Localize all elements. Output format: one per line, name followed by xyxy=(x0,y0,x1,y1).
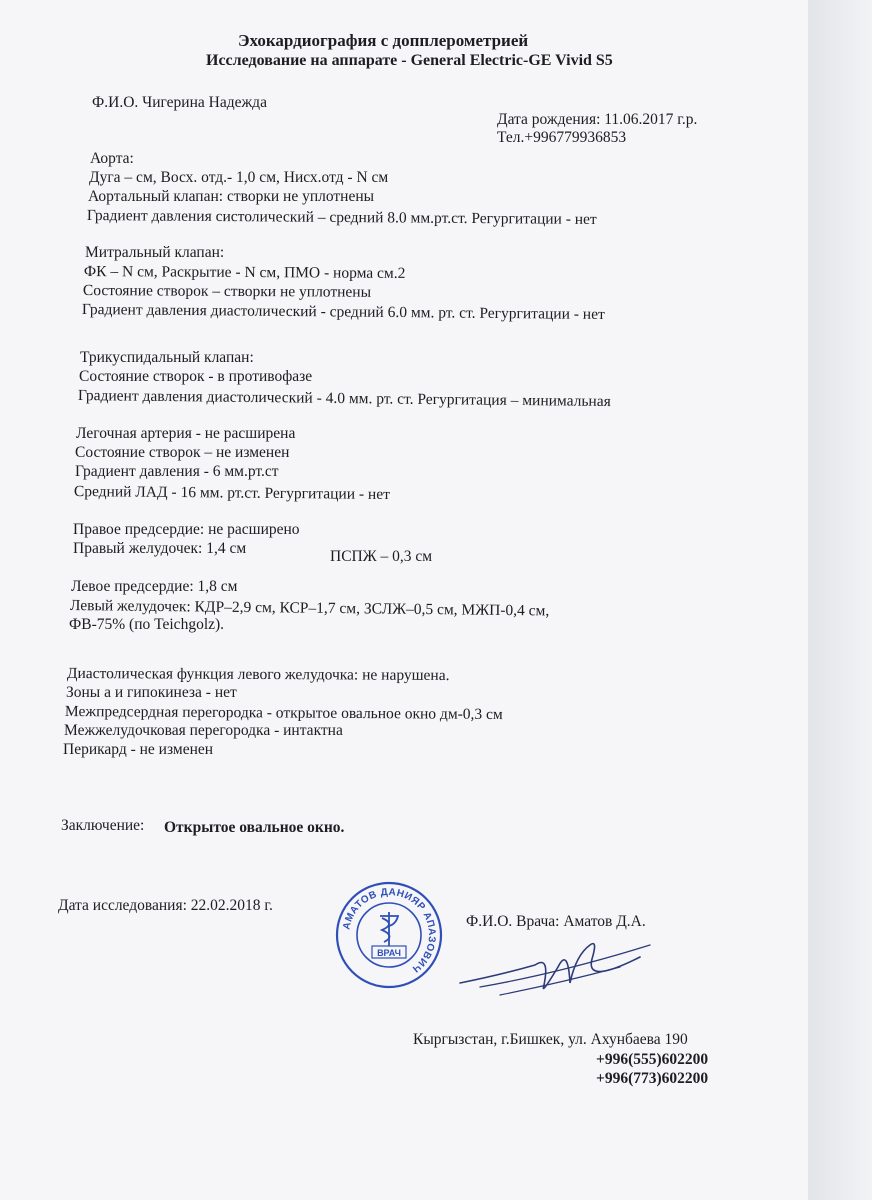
patient-phone: Тел.+996779936853 xyxy=(497,129,627,146)
doctor-signature xyxy=(440,925,660,1005)
other-line: Межпредсердная перегородка - открытое овальное окно дм-0,3 см xyxy=(64,703,503,724)
mitral-line: Градиент давления диастолический - средний 6.0 мм. рт. ст. Регургитации - нет xyxy=(81,301,605,324)
patient-name: Ф.И.О. Чигерина Надежда xyxy=(92,94,267,111)
tricuspid-heading: Трикуспидальный клапан: xyxy=(80,349,254,366)
doctor-stamp xyxy=(334,880,444,990)
clinic-phone: +996(773)602200 xyxy=(596,1070,709,1087)
caduceus-icon xyxy=(380,912,398,946)
other-line: Межжелудочковая перегородка - интактна xyxy=(64,722,343,739)
aorta-line: Аортальный клапан: створки не уплотнены xyxy=(88,188,375,205)
mitral-line: Состояние створок – створки не уплотнены xyxy=(82,282,372,301)
ejection-fraction: ФВ-75% (по Teichgolz). xyxy=(69,616,225,633)
stamp-center-text: ВРАЧ xyxy=(377,948,401,958)
aorta-line: Дуга – см, Восх. отд.- 1,0 см, Нисх.отд - N см xyxy=(89,169,389,186)
doctor-name: Ф.И.О. Врача: Аматов Д.А. xyxy=(466,913,646,930)
right-atrium: Правое предсердие: не расширено xyxy=(73,521,300,538)
conclusion-text: Открытое овальное окно. xyxy=(164,819,345,836)
tricuspid-line: Градиент давления диастолический - 4.0 мм. рт. ст. Регургитация – минимальная xyxy=(77,387,611,411)
clinic-phone: +996(555)602200 xyxy=(596,1051,709,1068)
right-ventricle: Правый желудочек: 1,4 см xyxy=(73,540,247,557)
left-atrium: Левое предсердие: 1,8 см xyxy=(71,578,238,595)
document-title: Эхокардиография с допплерометрией xyxy=(238,31,529,50)
pulmonary-line: Средний ЛАД - 16 мм. рт.ст. Регургитации - нет xyxy=(73,483,391,504)
left-ventricle: Левый желудочек: КДР–2,9 см, КСР–1,7 см, ЗСЛЖ–0,5 см, МЖП-0,4 см, xyxy=(69,597,550,620)
pulmonary-line: Легочная артерия - не расширена xyxy=(76,425,296,442)
other-line: Зоны а и гипокинеза - нет xyxy=(66,684,237,701)
stamp-ring-text: АМАТОВ ДАНИЯР АПАЗОВИЧ xyxy=(341,886,438,975)
pulmonary-line: Градиент давления - 6 мм.рт.ст xyxy=(75,463,279,480)
other-line: Перикард - не изменен xyxy=(63,741,214,758)
other-line: Диастолическая функция левого желудочка: не нарушена. xyxy=(66,665,450,685)
pspzh-value: ПСПЖ – 0,3 см xyxy=(330,548,433,565)
patient-birthdate: Дата рождения: 11.06.2017 г.р. xyxy=(497,111,698,128)
aorta-heading: Аорта: xyxy=(90,150,134,167)
clinic-address: Кыргызстан, г.Бишкек, ул. Ахунбаева 190 xyxy=(413,1031,688,1048)
exam-date: Дата исследования: 22.02.2018 г. xyxy=(58,897,273,914)
scan-edge xyxy=(808,0,872,1200)
pulmonary-line: Состояние створок – не изменен xyxy=(75,444,290,461)
aorta-line: Градиент давления систолический – средний 8.0 мм.рт.ст. Регургитации - нет xyxy=(86,207,597,229)
tricuspid-line: Состояние створок - в противофазе xyxy=(79,368,313,385)
mitral-heading: Митральный клапан: xyxy=(85,244,225,261)
mitral-line: ФК – N см, Раскрытие - N см, ПМО - норма см.2 xyxy=(83,263,406,282)
document-subtitle: Исследование на аппарате - General Electric-GE Vivid S5 xyxy=(206,52,613,69)
conclusion-label: Заключение: xyxy=(61,817,145,834)
